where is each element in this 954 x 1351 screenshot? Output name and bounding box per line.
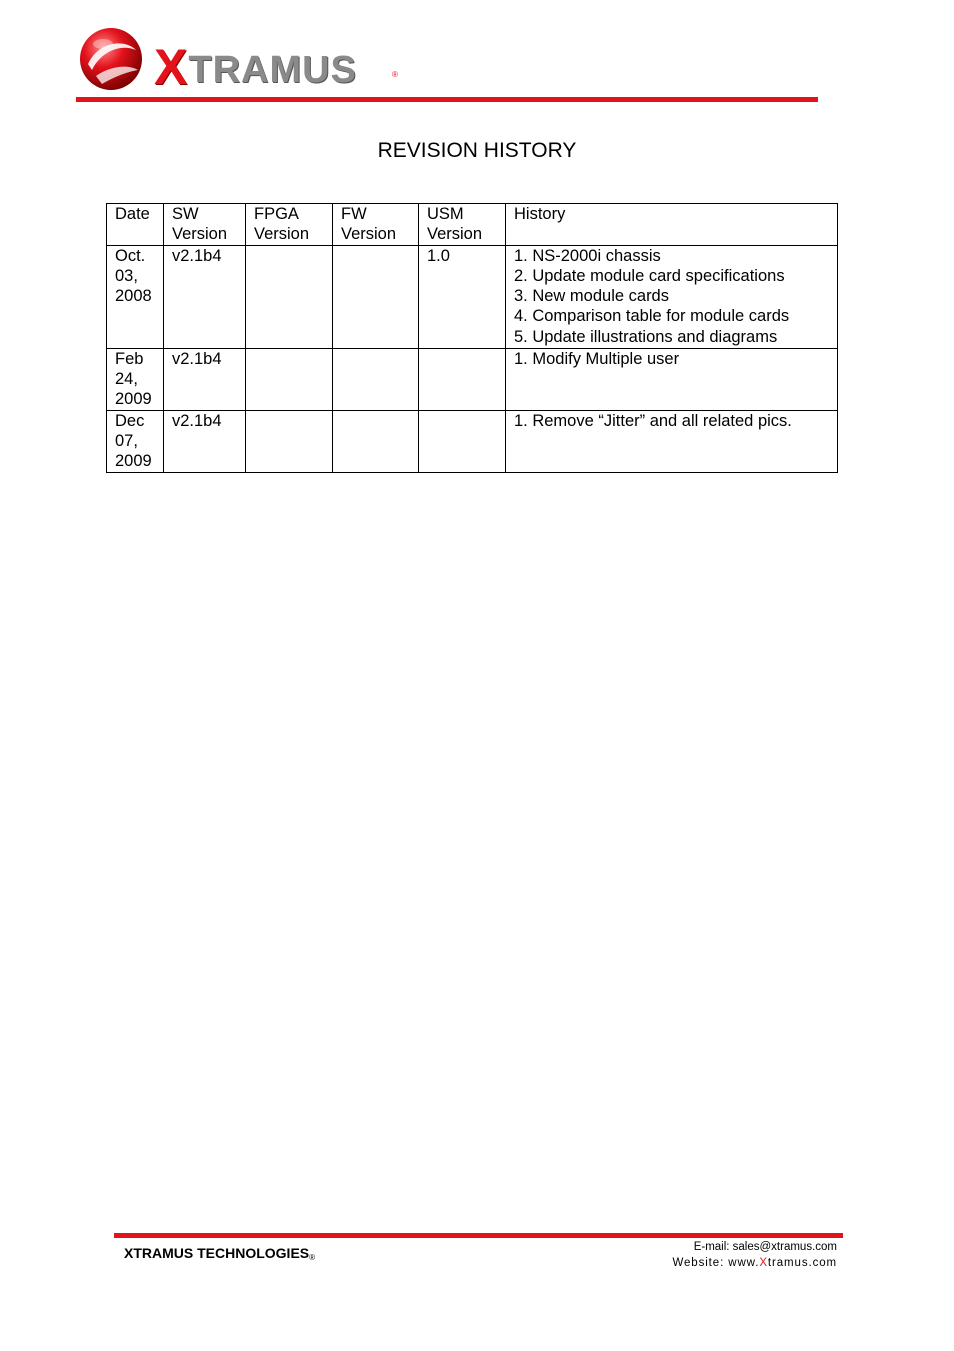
company-logo	[76, 24, 406, 94]
cell-date: Feb 24, 2009	[107, 348, 164, 410]
cell-history	[506, 245, 838, 348]
cell-date: Oct. 03, 2008	[107, 245, 164, 348]
history-item: 5. Update illustrations and diagrams	[514, 327, 778, 346]
cell-sw-version: v2.1b4	[164, 410, 246, 472]
history-item: 1. Modify Multiple user	[514, 349, 680, 368]
cell-fpga-version	[246, 245, 333, 348]
cell-history	[506, 348, 838, 410]
cell-usm-version	[419, 410, 506, 472]
header-date: Date	[107, 204, 164, 246]
header-usm-version: USM Version	[419, 204, 506, 246]
cell-sw-version: v2.1b4	[164, 348, 246, 410]
table-row	[107, 348, 838, 410]
table-header-row	[107, 204, 838, 246]
history-item: 4. Comparison table for module cards	[514, 307, 790, 326]
header-fw-version: FW Version	[333, 204, 419, 246]
cell-fpga-version	[246, 348, 333, 410]
history-item: 1. Remove “Jitter” and all related pics.	[514, 411, 792, 430]
header-fpga-version: FPGA Version	[246, 204, 333, 246]
cell-sw-version: v2.1b4	[164, 245, 246, 348]
table-row	[107, 410, 838, 472]
history-item: 2. Update module card specifications	[514, 266, 785, 285]
logo-globe-icon	[76, 24, 148, 94]
logo-registered-mark: ®	[392, 70, 398, 79]
cell-usm-version	[419, 348, 506, 410]
cell-date: Dec 07, 2009	[107, 410, 164, 472]
revision-table	[106, 203, 838, 473]
cell-history	[506, 410, 838, 472]
footer-email: E-mail: sales@xtramus.com	[693, 1241, 837, 1253]
header-sw-version: SW Version	[164, 204, 246, 246]
cell-fpga-version	[246, 410, 333, 472]
cell-fw-version	[333, 410, 419, 472]
header-divider	[76, 97, 818, 102]
header-history: History	[506, 204, 838, 246]
history-item: 3. New module cards	[514, 287, 669, 306]
history-item: 1. NS-2000i chassis	[514, 246, 661, 265]
footer-registered-mark: ®	[309, 1253, 316, 1262]
table-row	[107, 245, 838, 348]
footer-company-name: XTRAMUS TECHNOLOGIES®	[124, 1245, 316, 1262]
cell-usm-version: 1.0	[419, 245, 506, 348]
footer-divider	[114, 1233, 843, 1238]
logo-wordmark: XTRAMUS	[154, 39, 357, 95]
cell-fw-version	[333, 245, 419, 348]
page-title: REVISION HISTORY	[377, 139, 577, 162]
footer-website: Website: www.Xtramus.com	[672, 1257, 837, 1269]
cell-fw-version	[333, 348, 419, 410]
